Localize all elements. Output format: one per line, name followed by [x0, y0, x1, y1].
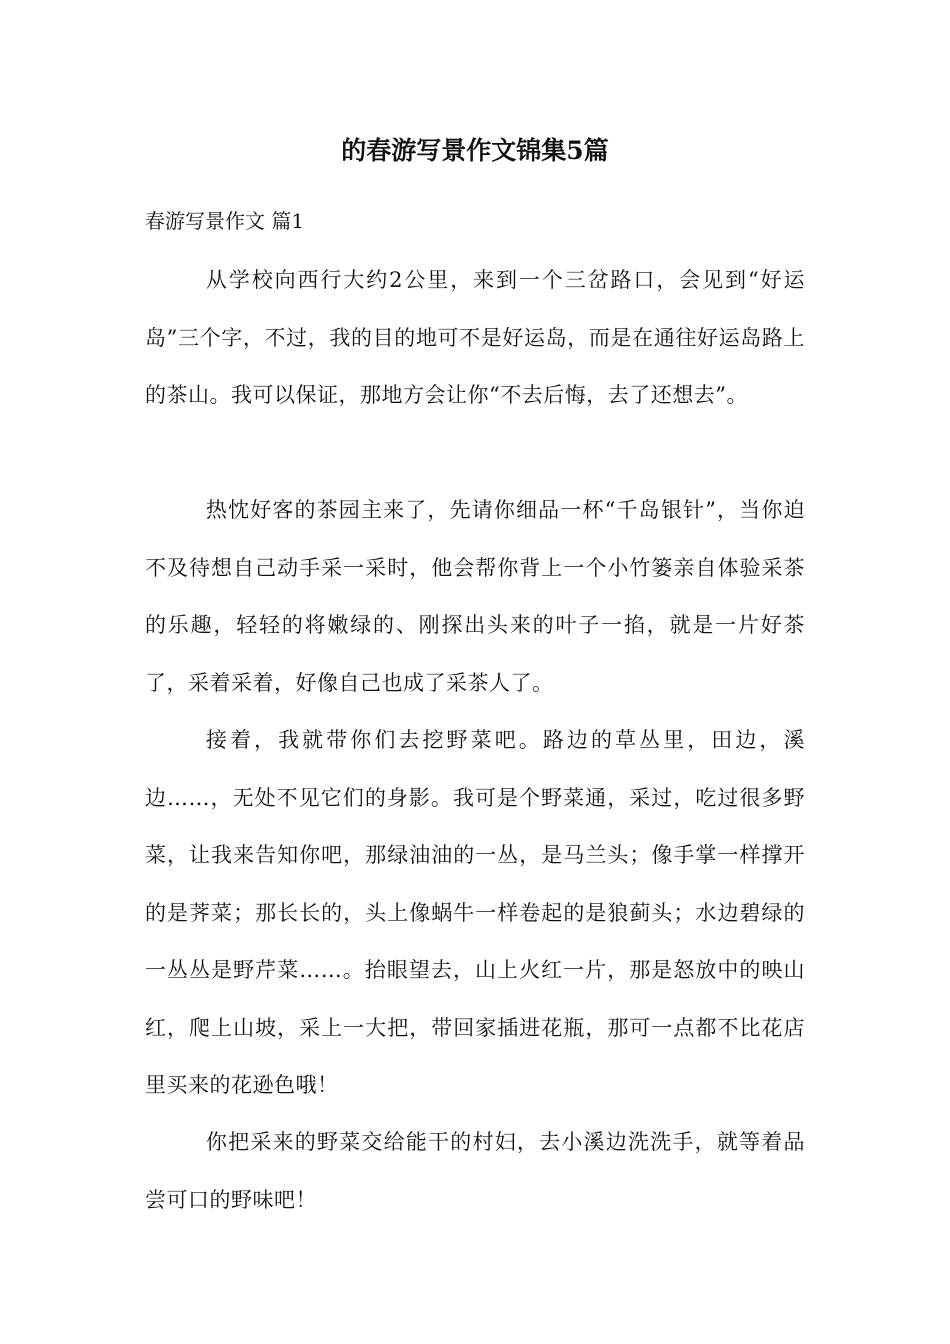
body-paragraph-1: 从学校向西行大约2公里，来到一个三岔路口，会见到“好运岛”三个字，不过，我的目的地可不是好运岛，而是在通往好运岛路上的茶山。我可以保证，那地方会让你“不去后悔，去了还想去”。	[145, 268, 805, 407]
section-heading: 春游写景作文 篇1	[145, 209, 305, 233]
body-paragraph-4: 你把采来的野菜交给能干的村妇，去小溪边洗洗手，就等着品尝可口的野味吧！	[145, 1130, 805, 1212]
body-paragraph-3: 接着，我就带你们去挖野菜吧。路边的草丛里，田边，溪边……，无处不见它们的身影。我可是个野菜通，采过，吃过很多野菜，让我来告知你吧，那绿油油的一丛，是马兰头；像手掌一样撑开的是荠菜；那长长的，头上像蜗牛一样卷起的是狼蓟头；水边碧绿的一丛丛是野芹菜……。抬眼望去，山上火红一片，那是怒放中的映山红，爬上山坡，采上一大把，带回家插进花瓶，那可一点都不比花店里买来的花逊色哦！	[145, 728, 805, 1097]
document-title: 的春游写景作文锦集5篇	[341, 136, 609, 165]
body-paragraph-2: 热忱好客的茶园主来了，先请你细品一杯“千岛银针”，当你迫不及待想自己动手采一采时，他会帮你背上一个小竹篓亲自体验采茶的乐趣，轻轻的将嫩绿的、刚探出头来的叶子一掐，就是一片好茶了，采着采着，好像自己也成了采茶人了。	[145, 498, 805, 695]
